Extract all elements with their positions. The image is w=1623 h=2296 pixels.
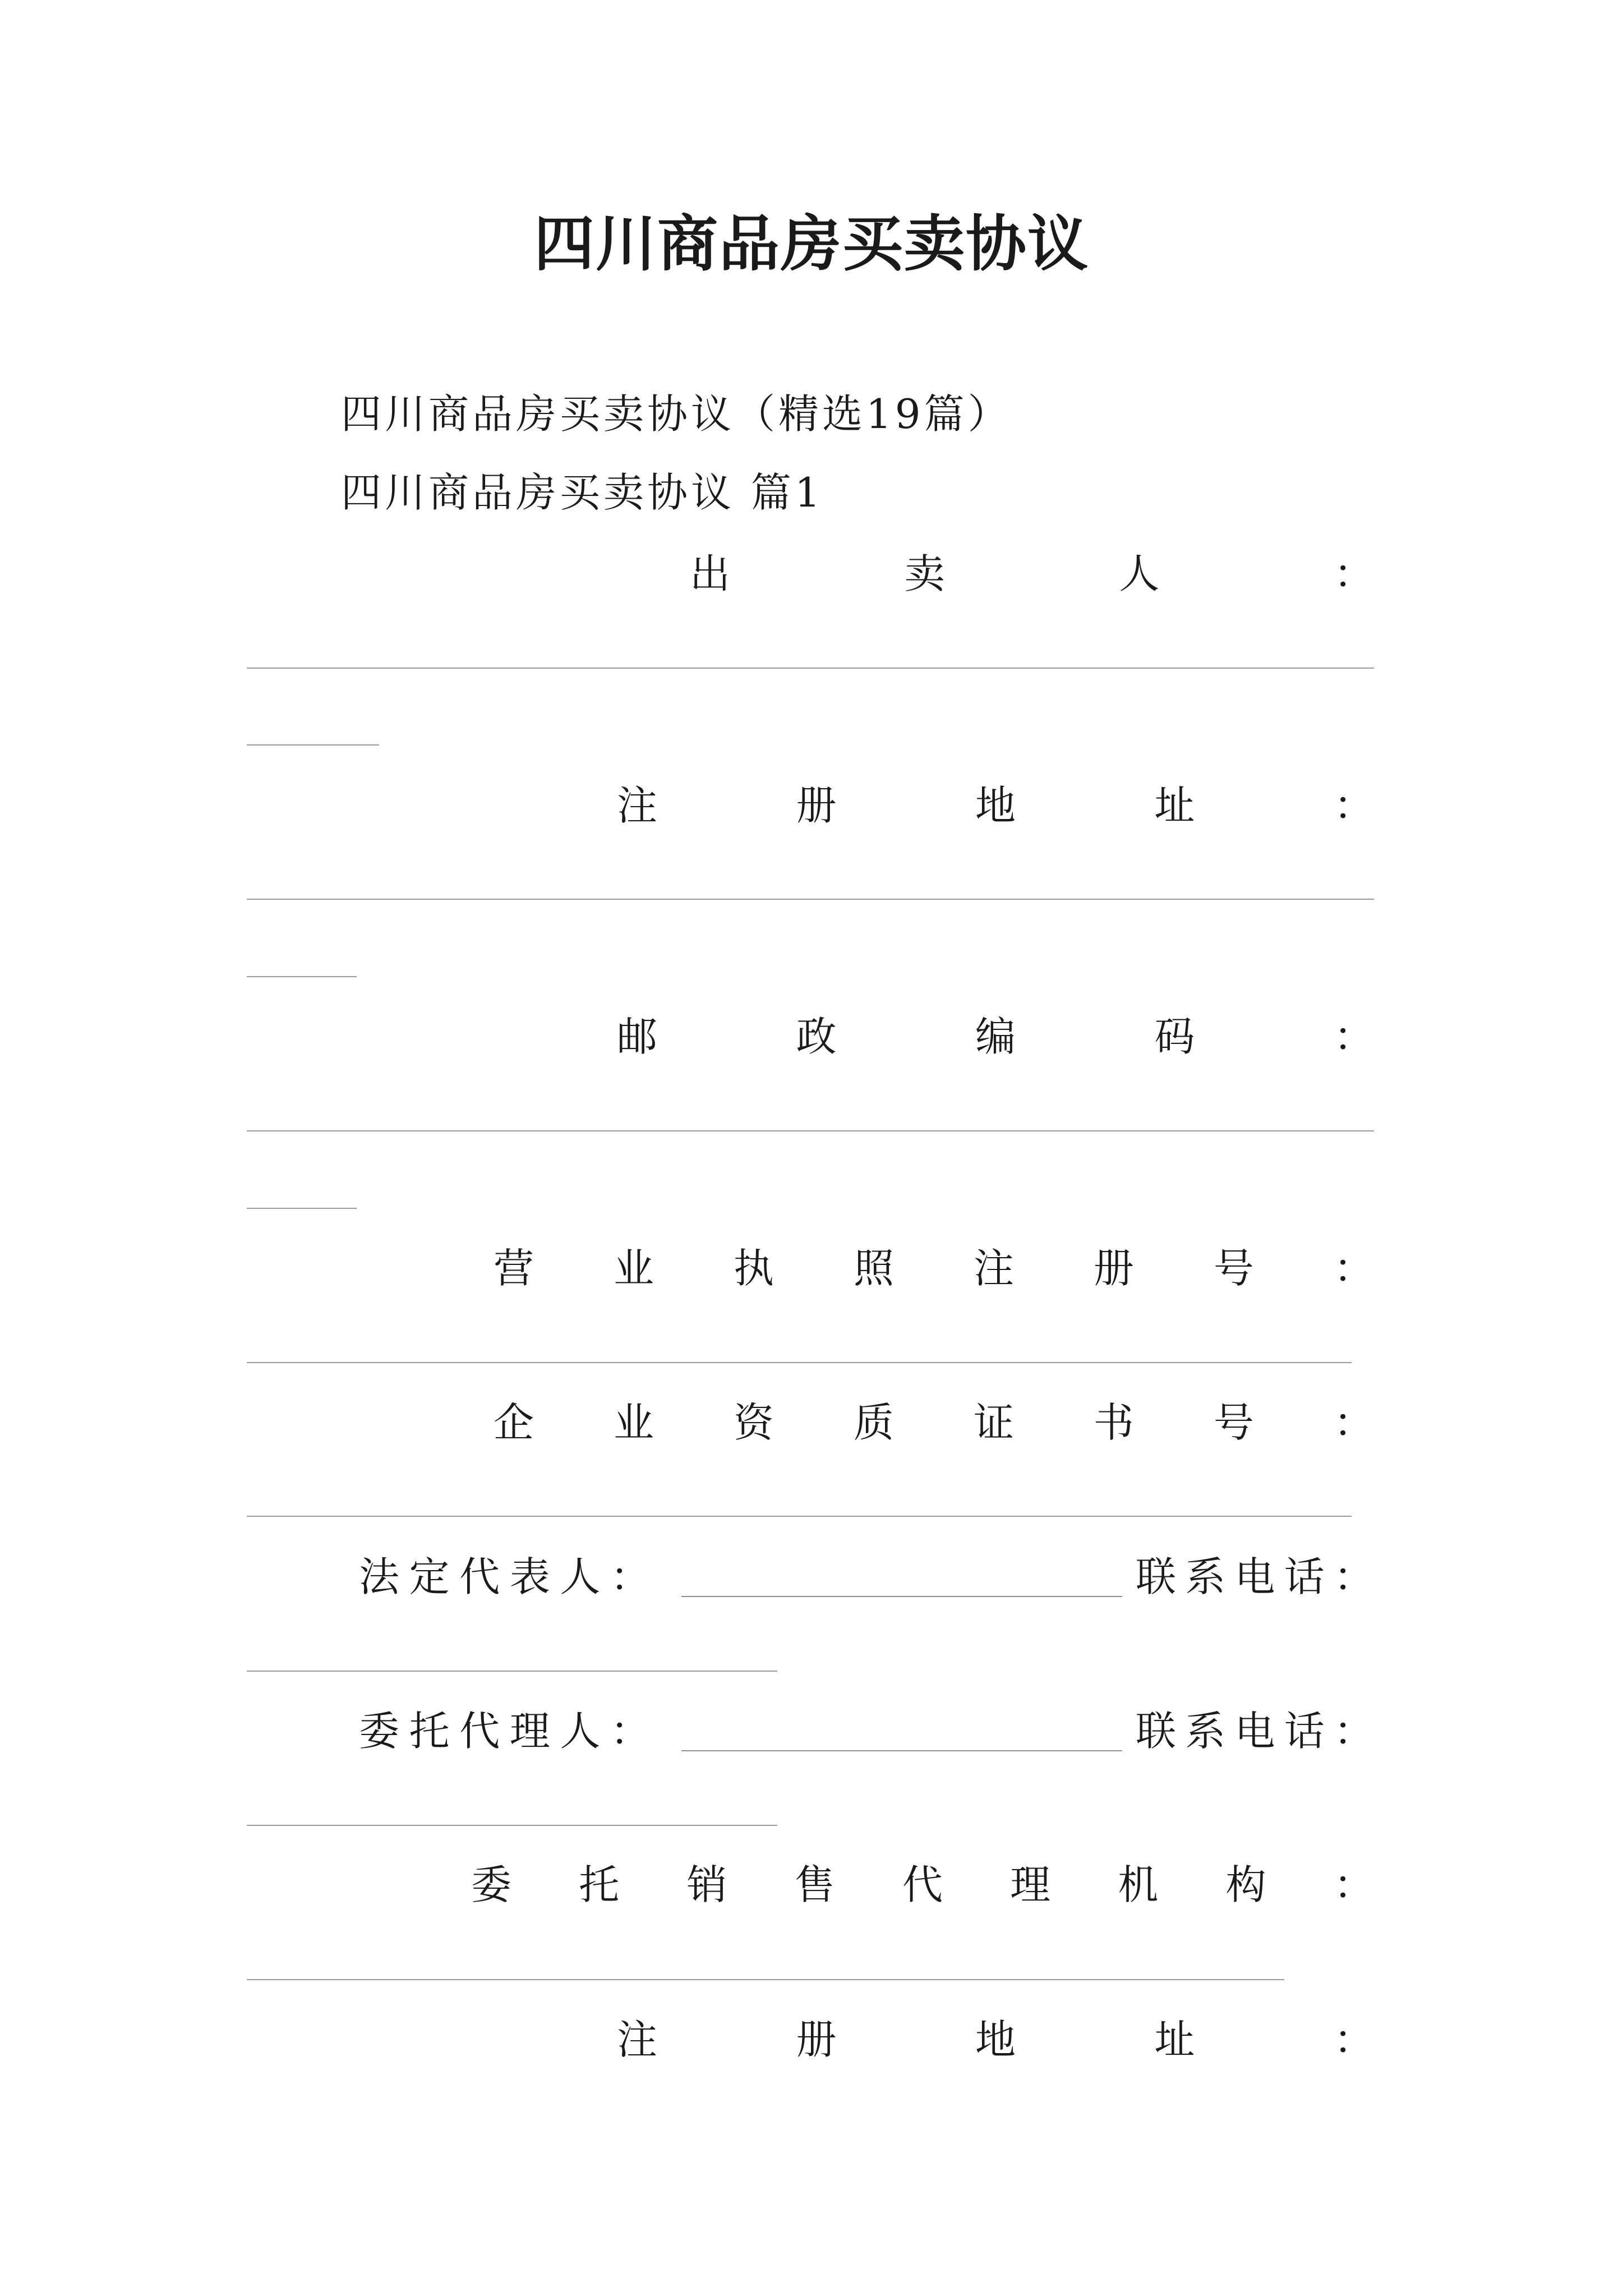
fill-line bbox=[681, 1750, 1122, 1751]
label-char: 地 bbox=[975, 2016, 1016, 2063]
label-char: 托 bbox=[409, 1708, 450, 1755]
field-reg-address-label bbox=[617, 779, 1374, 832]
label-char: 话 bbox=[1284, 1708, 1325, 1755]
label-char: 委 bbox=[359, 1708, 400, 1755]
field-legal-rep-label bbox=[359, 1550, 651, 1604]
field-qualification-no-label bbox=[494, 1396, 1374, 1450]
label-char: 证 bbox=[973, 1399, 1014, 1446]
fill-line bbox=[247, 976, 357, 977]
label-char: ： bbox=[1333, 1553, 1374, 1600]
label-char: 人 bbox=[1119, 550, 1160, 597]
label-char: 法 bbox=[359, 1553, 400, 1600]
fill-line bbox=[247, 1516, 1352, 1517]
label-char: 联 bbox=[1136, 1553, 1177, 1600]
field-license-no-label bbox=[494, 1241, 1374, 1295]
label-char: 码 bbox=[1154, 1013, 1195, 1060]
fill-line bbox=[681, 1596, 1122, 1597]
label-char: 质 bbox=[853, 1399, 894, 1446]
label-char: 销 bbox=[686, 1861, 727, 1908]
fill-line bbox=[247, 1362, 1352, 1363]
label-char: 营 bbox=[494, 1245, 534, 1292]
label-char: 注 bbox=[617, 782, 658, 829]
label-char: 系 bbox=[1185, 1708, 1226, 1755]
label-char: 联 bbox=[1136, 1708, 1177, 1755]
fill-line bbox=[247, 1130, 1374, 1131]
field-agent-phone-label bbox=[1136, 1704, 1374, 1758]
label-char: 托 bbox=[579, 1861, 620, 1908]
label-char: ： bbox=[1333, 782, 1374, 829]
label-char: 址 bbox=[1154, 2016, 1195, 2063]
label-char: 构 bbox=[1225, 1861, 1266, 1908]
label-char: ： bbox=[1333, 1399, 1374, 1446]
label-char: 号 bbox=[1213, 1245, 1254, 1292]
label-char: 表 bbox=[509, 1553, 550, 1600]
fill-line bbox=[247, 744, 379, 746]
fill-line bbox=[247, 899, 1374, 900]
fill-line bbox=[247, 1208, 357, 1209]
label-char: 机 bbox=[1118, 1861, 1159, 1908]
label-char: 业 bbox=[613, 1245, 654, 1292]
label-char: 理 bbox=[1010, 1861, 1051, 1908]
label-char: 执 bbox=[733, 1245, 774, 1292]
label-char: 编 bbox=[975, 1013, 1016, 1060]
label-char: 册 bbox=[1093, 1245, 1134, 1292]
label-char: 政 bbox=[796, 1013, 837, 1060]
label-char: ： bbox=[1333, 2016, 1374, 2063]
label-char: 话 bbox=[1284, 1553, 1325, 1600]
label-char: 册 bbox=[796, 2016, 837, 2063]
field-seller-label bbox=[690, 547, 1374, 601]
label-char: ： bbox=[610, 1553, 651, 1600]
fill-line bbox=[247, 1979, 1284, 1980]
field-postal-code-label bbox=[617, 1010, 1374, 1064]
fill-line bbox=[247, 1825, 777, 1826]
field-legal-rep-phone-label bbox=[1136, 1550, 1374, 1604]
label-char: 人 bbox=[560, 1708, 601, 1755]
field-agency-reg-address-label bbox=[617, 2013, 1374, 2067]
label-char: ： bbox=[1333, 1013, 1374, 1060]
label-char: 系 bbox=[1185, 1553, 1226, 1600]
label-char: 代 bbox=[459, 1708, 500, 1755]
label-char: 邮 bbox=[617, 1013, 658, 1060]
label-char: 代 bbox=[459, 1553, 500, 1600]
label-char: 注 bbox=[617, 2016, 658, 2063]
label-char: 号 bbox=[1213, 1399, 1254, 1446]
label-char: ： bbox=[1333, 1245, 1374, 1292]
label-char: 人 bbox=[560, 1553, 601, 1600]
label-char: 资 bbox=[733, 1399, 774, 1446]
label-char: 理 bbox=[509, 1708, 550, 1755]
field-sales-agency-label bbox=[471, 1858, 1374, 1912]
label-char: ： bbox=[1333, 1861, 1374, 1908]
label-char: ： bbox=[1333, 1708, 1374, 1755]
label-char: ： bbox=[1333, 550, 1374, 597]
field-agent-label bbox=[359, 1704, 651, 1758]
label-char: 电 bbox=[1234, 1708, 1275, 1755]
label-char: 照 bbox=[853, 1245, 894, 1292]
document-title: 四川商品房买卖协议 bbox=[533, 209, 1089, 279]
label-char: 地 bbox=[975, 782, 1016, 829]
fill-line bbox=[247, 668, 1374, 669]
label-char: 书 bbox=[1093, 1399, 1134, 1446]
label-char: 址 bbox=[1154, 782, 1195, 829]
label-char: ： bbox=[610, 1708, 651, 1755]
label-char: 电 bbox=[1234, 1553, 1275, 1600]
label-char: 代 bbox=[902, 1861, 943, 1908]
label-char: 定 bbox=[409, 1553, 450, 1600]
label-char: 卖 bbox=[904, 550, 945, 597]
section-heading: 四川商品房买卖协议 篇1 bbox=[341, 469, 824, 516]
label-char: 册 bbox=[796, 782, 837, 829]
document-subtitle: 四川商品房买卖协议（精选19篇） bbox=[341, 390, 1012, 438]
label-char: 售 bbox=[794, 1861, 835, 1908]
fill-line bbox=[247, 1671, 777, 1672]
label-char: 委 bbox=[471, 1861, 512, 1908]
label-char: 企 bbox=[494, 1399, 534, 1446]
label-char: 出 bbox=[690, 550, 731, 597]
label-char: 注 bbox=[973, 1245, 1014, 1292]
label-char: 业 bbox=[613, 1399, 654, 1446]
